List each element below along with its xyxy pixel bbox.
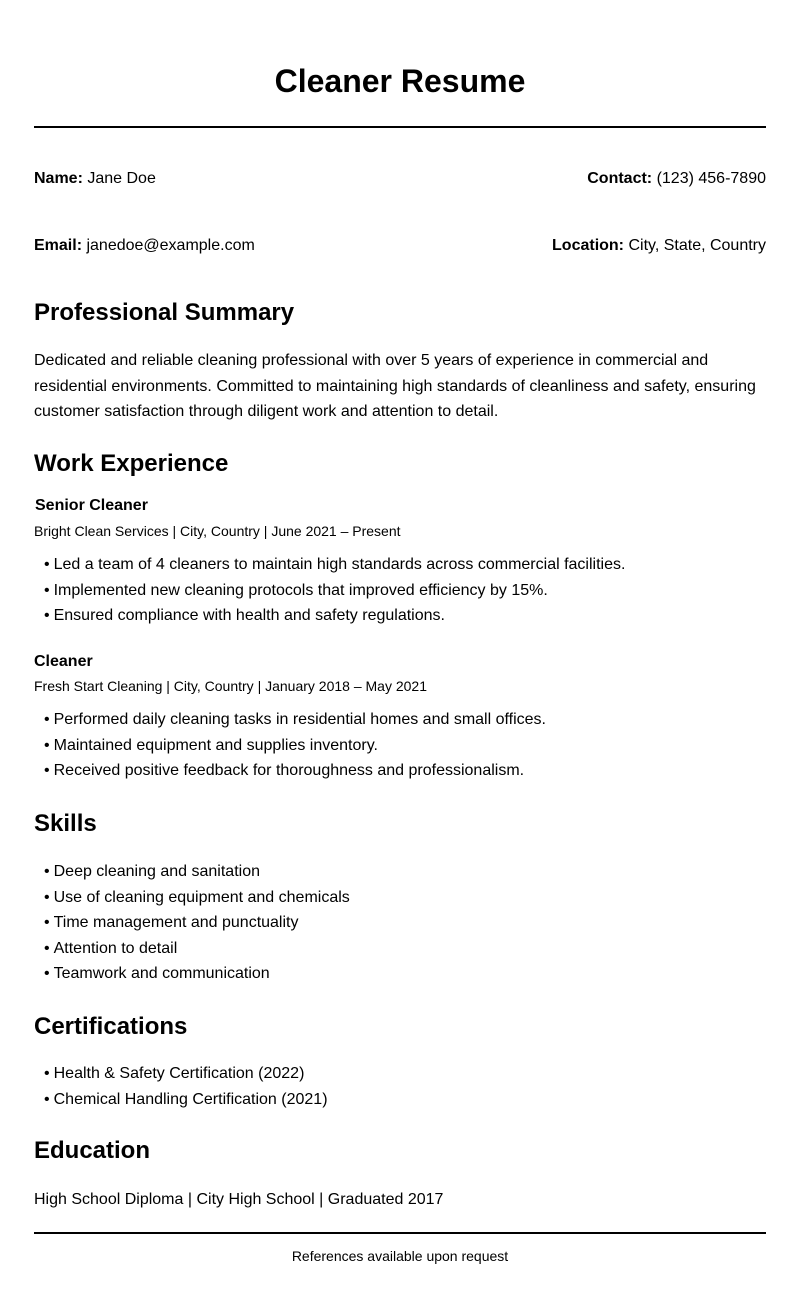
list-item: • Implemented new cleaning protocols that improved efficiency by 15%.: [44, 578, 625, 604]
list-item: • Performed daily cleaning tasks in residential homes and small offices.: [44, 707, 546, 733]
certifications-heading: Certifications: [34, 1013, 188, 1040]
list-item: • Deep cleaning and sanitation: [44, 859, 350, 885]
email-label: Email:: [34, 237, 83, 254]
bottom-divider: [34, 1232, 766, 1234]
name-value: Jane Doe: [87, 170, 156, 187]
job-bullet-list: [44, 552, 625, 629]
list-item: • Teamwork and communication: [44, 961, 350, 987]
name-field: [34, 168, 156, 190]
education-heading: Education: [34, 1137, 151, 1164]
contact-label: Contact:: [587, 170, 653, 187]
list-item: • Maintained equipment and supplies inventory.: [44, 733, 546, 759]
job-meta: Fresh Start Cleaning | City, Country | January 2018 – May 2021: [34, 678, 427, 694]
summary-heading: Professional Summary: [34, 299, 295, 326]
location-value: City, State, Country: [628, 237, 766, 254]
skills-list: [44, 859, 350, 987]
personal-info-row-2: [34, 235, 766, 257]
location-field: [552, 235, 766, 257]
skills-heading: Skills: [34, 810, 97, 837]
job-bullet-list: [44, 707, 546, 784]
top-divider: [34, 126, 766, 128]
list-item: • Time management and punctuality: [44, 910, 350, 936]
name-label: Name:: [34, 170, 83, 187]
list-item: • Attention to detail: [44, 936, 350, 962]
list-item: • Received positive feedback for thoroughness and professionalism.: [44, 758, 546, 784]
list-item: • Use of cleaning equipment and chemicals: [44, 885, 350, 911]
contact-field: [587, 168, 766, 190]
list-item: • Chemical Handling Certification (2021): [44, 1087, 328, 1113]
job-title: Senior Cleaner: [35, 497, 148, 514]
email-field: [34, 235, 255, 257]
job-meta: Bright Clean Services | City, Country | June 2021 – Present: [34, 523, 401, 539]
certifications-list: [44, 1061, 328, 1112]
list-item: • Health & Safety Certification (2022): [44, 1061, 328, 1087]
personal-info-row-1: [34, 168, 766, 190]
job-title: Cleaner: [34, 653, 93, 670]
contact-value: (123) 456-7890: [656, 170, 766, 187]
location-label: Location:: [552, 237, 625, 254]
footer-note: References available upon request: [291, 1248, 509, 1264]
work-experience-heading: Work Experience: [34, 450, 229, 477]
list-item: • Ensured compliance with health and safety regulations.: [44, 603, 625, 629]
page-title: Cleaner Resume: [274, 63, 526, 99]
education-text: High School Diploma | City High School | Graduated 2017: [34, 1191, 444, 1208]
summary-text: Dedicated and reliable cleaning professional with over 5 years of experience in commercial and residential environments. Committed to maintaining high standards of cleanliness and safety, ensuring customer satisfaction through diligent work and attention to detail.: [34, 352, 756, 420]
list-item: • Led a team of 4 cleaners to maintain high standards across commercial facilities.: [44, 552, 625, 578]
email-value: janedoe@example.com: [86, 237, 255, 254]
